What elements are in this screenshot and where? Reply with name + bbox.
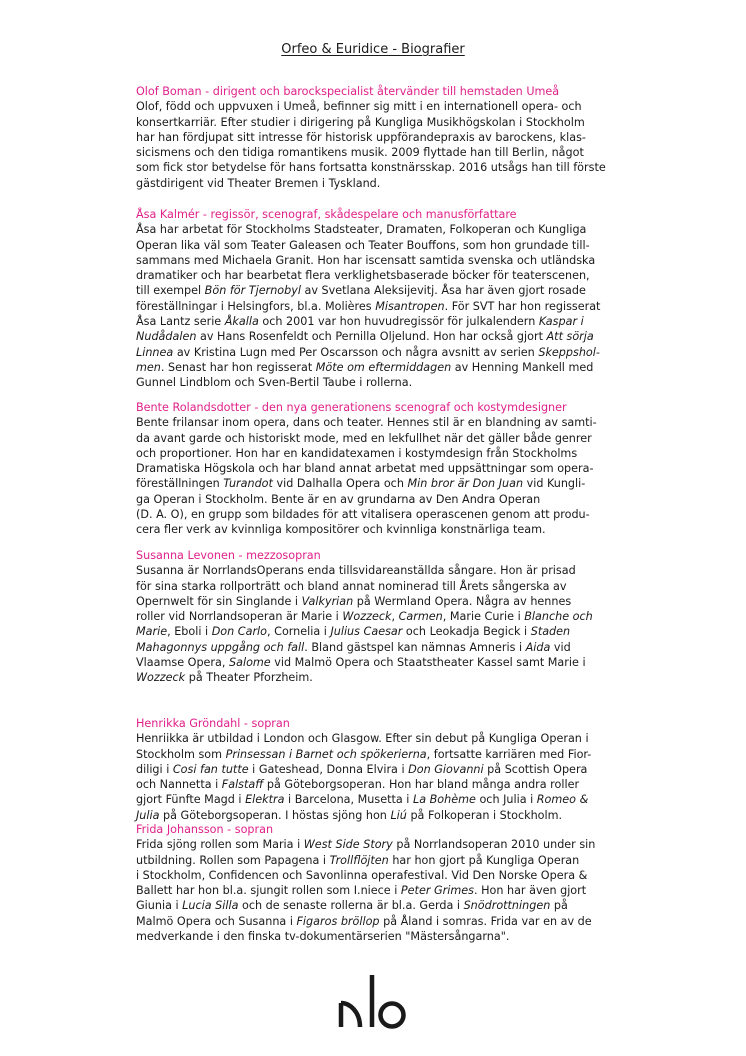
text-segment: och proportioner. Hon har en kandidatexamen i kostymdesign från Stockholms: [136, 446, 578, 460]
text-segment: som fick stor betydelse för hans fortsatta konstnärsskap. 2016 utsågs han till förste: [136, 161, 606, 175]
work-title: La Bohème: [412, 793, 476, 807]
biography-heading: Olof Boman - dirigent och barockspecialist återvänder till hemstaden Umeå: [136, 85, 560, 98]
biography-text-line: [136, 253, 636, 268]
biography-text-line: [136, 837, 636, 852]
work-title: Snödrottningen: [463, 899, 551, 913]
work-title: Elektra: [245, 793, 285, 807]
biography-text-line: [136, 579, 636, 594]
text-segment: i Stockholm, Confidencen och Savonlinna operafestival. Vid Den Norske Opera &: [136, 868, 588, 882]
work-title: Don Carlo: [211, 625, 268, 639]
text-segment: Stockholm som: [136, 747, 226, 761]
text-segment: Giunia i: [136, 899, 183, 913]
biography-text-line: [136, 476, 636, 491]
text-segment: föreställningar i Helsingfors, bl.a. Molières: [136, 299, 376, 313]
text-segment: på Norrlandsoperan 2010 under sin: [392, 838, 596, 852]
biography-text-line: [136, 670, 636, 685]
biography-text-line: [136, 415, 636, 430]
biography-heading: Frida Johansson - sopran: [136, 823, 274, 836]
biography-text-line: [136, 792, 636, 807]
biography-text-line: [136, 609, 636, 624]
text-segment: . För SVT har hon regisserat: [444, 299, 601, 313]
text-segment: vid: [550, 640, 571, 654]
text-segment: vid Kungli-: [523, 477, 586, 491]
biography-heading: Henrikka Gröndahl - sopran: [136, 717, 290, 730]
text-segment: cera fler verk av kvinnliga kompositörer och kvinnliga konstnärliga team.: [136, 523, 546, 537]
text-segment: av Kristina Lugn med Per Oscarsson och några avsnitt av serien: [173, 345, 539, 359]
work-title: Att sörja: [546, 330, 594, 344]
biography-text-line: [136, 492, 636, 507]
work-title: Figaros bröllop: [296, 914, 380, 928]
text-segment: da avant garde och historiskt mode, med en lekfullhet när det gäller både genrer: [136, 431, 592, 445]
text-segment: och Julia i: [475, 793, 537, 807]
biography-section: [136, 822, 636, 944]
text-segment: ga Operan i Stockholm. Bente är en av grundarna av Den Andra Operan: [136, 492, 541, 506]
biography-heading: Bente Rolandsdotter - den nya generationens scenograf och kostymdesigner: [136, 401, 567, 414]
biography-section: [136, 716, 636, 823]
text-segment: , Cornelia i: [267, 625, 331, 639]
biography-text-line: [136, 762, 636, 777]
text-segment: Opernwelt för sin Singlande i: [136, 594, 302, 608]
work-title: Prinsessan i Barnet och spökerierna: [225, 747, 427, 761]
biography-text-line: [136, 777, 636, 792]
text-segment: medverkande i den finska tv-dokumentärserien "Mästersångarna".: [136, 930, 510, 944]
biography-text-line: [136, 461, 636, 476]
text-segment: Olof, född och uppvuxen i Umeå, befinner sig mitt i en internationell opera- och: [136, 100, 582, 114]
biography-text-line: [136, 868, 636, 883]
work-title: Cosi fan tutte: [172, 762, 249, 776]
text-segment: (D. A. O), en grupp som bildades för att vitalisera operascenen genom att produ-: [136, 508, 590, 522]
biography-text-line: [136, 329, 636, 344]
biography-heading: Åsa Kalmér - regissör, scenograf, skådespelare och manusförfattare: [136, 208, 517, 221]
text-segment: Gunnel Lindblom och Sven-Bertil Taube i rollerna.: [136, 376, 413, 390]
norrlandsoperan-logo: [336, 972, 410, 1030]
work-title: Julius Caesar: [330, 625, 403, 639]
work-title: Blanche och: [524, 610, 593, 624]
biography-text-line: [136, 898, 636, 913]
text-segment: vid Dalhalla Opera och: [272, 477, 408, 491]
biography-text-line: [136, 731, 636, 746]
text-segment: Bente frilansar inom opera, dans och teater. Hennes stil är en blandning av samti-: [136, 416, 597, 430]
text-segment: roller vid Norrlandsoperan är Marie i: [136, 610, 343, 624]
text-segment: i Barcelona, Musetta i: [284, 793, 413, 807]
biography-text-line: [136, 345, 636, 360]
biography-text-line: [136, 375, 636, 390]
text-segment: på Wermland Opera. Några av hennes: [353, 594, 572, 608]
text-segment: av Henning Mankell med: [451, 360, 594, 374]
work-title: Peter Grimes: [400, 884, 474, 898]
work-title: Romeo &: [536, 793, 589, 807]
biography-section: [136, 400, 636, 538]
text-segment: Susanna är NorrlandsOperans enda tillsvidareanställda sångare. Hon är prisad: [136, 564, 576, 578]
biography-text-line: [136, 446, 636, 461]
biography-text-line: [136, 115, 636, 130]
work-title: Turandot: [223, 477, 273, 491]
biography-text-line: [136, 360, 636, 375]
biography-text-line: [136, 222, 636, 237]
text-segment: av Hans Rosenfeldt och Pernilla Oljelund. Hon har också gjort: [196, 330, 547, 344]
work-title: Åkalla: [224, 315, 259, 329]
biography-text-line: [136, 655, 636, 670]
work-title: Kaspar i: [538, 315, 584, 329]
text-segment: ,: [391, 610, 399, 624]
work-title: Misantropen: [375, 299, 445, 313]
biography-text-line: [136, 883, 636, 898]
text-segment: av Svetlana Aleksijevitj. Åsa har även gjort rosade: [300, 284, 586, 298]
text-segment: och 2001 var hon huvudregissör för julkalendern: [258, 315, 539, 329]
text-segment: på Göteborgsoperan. I höstas sjöng hon: [159, 808, 391, 822]
text-segment: för sina starka rollporträtt och bland annat nominerad till Årets sångerska av: [136, 579, 567, 593]
text-segment: och Leokadja Begick i: [402, 625, 531, 639]
work-title: Wozzeck: [342, 610, 392, 624]
work-title: Valkyrian: [301, 594, 354, 608]
biography-text-line: [136, 99, 636, 114]
text-segment: vid Malmö Opera och Staatstheater Kassel samt Marie i: [270, 656, 586, 670]
work-title: Bön för Tjernobyl: [204, 284, 301, 298]
work-title: Don Giovanni: [408, 762, 484, 776]
biography-section: [136, 84, 636, 191]
text-segment: sicismens och den tidiga romantikens musik. 2009 flyttade han till Berlin, något: [136, 146, 584, 160]
text-segment: på Scottish Opera: [483, 762, 588, 776]
work-title: Staden: [530, 625, 571, 639]
work-title: Min bror är Don Juan: [407, 477, 524, 491]
work-title: Marie: [136, 625, 168, 639]
biography-section: [136, 548, 636, 686]
biography-text-line: [136, 522, 636, 537]
work-title: Wozzeck: [136, 671, 186, 685]
biography-text-line: [136, 747, 636, 762]
text-segment: Frida sjöng rollen som Maria i: [136, 838, 304, 852]
text-segment: . Senast har hon regisserat: [160, 360, 316, 374]
biography-text-line: [136, 176, 636, 191]
biography-text-line: [136, 929, 636, 944]
biography-text-line: [136, 563, 636, 578]
biography-text-line: [136, 431, 636, 446]
biography-text-line: [136, 145, 636, 160]
biography-text-line: [136, 640, 636, 655]
text-segment: , Eboli i: [167, 625, 212, 639]
work-title: Möte om eftermiddagen: [315, 360, 452, 374]
text-segment: har hon gjort på Kungliga Operan: [388, 853, 580, 867]
work-title: Aida: [525, 640, 551, 654]
text-segment: , Marie Curie i: [442, 610, 525, 624]
biography-text-line: [136, 283, 636, 298]
text-segment: Ballett har hon bl.a. sjungit rollen som I.niece i: [136, 884, 401, 898]
text-segment: . Bland gästspel kan nämnas Amneris i: [304, 640, 526, 654]
biography-text-line: [136, 314, 636, 329]
work-title: West Side Story: [303, 838, 393, 852]
work-title: Liú: [390, 808, 407, 822]
text-segment: på: [550, 899, 568, 913]
work-title: Falstaff: [221, 778, 264, 792]
text-segment: dramatiker och har bearbetat flera verklighetsbaserade böcker för teaterscenen,: [136, 269, 590, 283]
text-segment: på Åland i somras. Frida var en av de: [379, 914, 592, 928]
biography-text-line: [136, 853, 636, 868]
work-title: men: [136, 360, 161, 374]
text-segment: Operan lika väl som Teater Galeasen och Teater Bouffons, som hon grundade till-: [136, 238, 590, 252]
biography-text-line: [136, 507, 636, 522]
biography-text-line: [136, 914, 636, 929]
work-title: Mahagonnys uppgång och fall: [136, 640, 305, 654]
text-segment: har han fördjupat sitt intresse för historisk uppförandepraxis av barockens, klas-: [136, 130, 586, 144]
text-segment: konsertkarriär. Efter studier i dirigering på Kungliga Musikhögskolan i Stockholm: [136, 115, 585, 129]
text-segment: gjort Fünfte Magd i: [136, 793, 246, 807]
biography-text-line: [136, 268, 636, 283]
work-title: Linnea: [136, 345, 174, 359]
work-title: Skeppshol-: [538, 345, 600, 359]
biography-heading: Susanna Levonen - mezzosopran: [136, 549, 321, 562]
biography-text-line: [136, 160, 636, 175]
text-segment: gästdirigent vid Theater Bremen i Tyskland.: [136, 176, 381, 190]
biography-text-line: [136, 238, 636, 253]
biography-text-line: [136, 299, 636, 314]
text-segment: Malmö Opera och Susanna i: [136, 914, 297, 928]
text-segment: till exempel: [136, 284, 205, 298]
biography-section: [136, 207, 636, 391]
text-segment: på Theater Pforzheim.: [185, 671, 313, 685]
biography-text-line: [136, 594, 636, 609]
text-segment: , fortsatte karriären med Fior-: [426, 747, 592, 761]
work-title: Carmen: [398, 610, 443, 624]
work-title: Lucia Silla: [182, 899, 239, 913]
text-segment: Åsa har arbetat för Stockholms Stadsteater, Dramaten, Folkoperan och Kungliga: [136, 223, 587, 237]
work-title: Salome: [229, 656, 271, 670]
text-segment: diligi i: [136, 762, 173, 776]
text-segment: utbildning. Rollen som Papagena i: [136, 853, 330, 867]
text-segment: Henriikka är utbildad i London och Glasgow. Efter sin debut på Kungliga Operan i: [136, 732, 589, 746]
text-segment: på Folkoperan i Stockholm.: [406, 808, 563, 822]
text-segment: och Nannetta i: [136, 778, 222, 792]
text-segment: på Göteborgsoperan. Hon har bland många andra roller: [263, 778, 580, 792]
biography-text-line: [136, 624, 636, 639]
text-segment: och de senaste rollerna är bl.a. Gerda i: [238, 899, 464, 913]
page-title: Orfeo & Euridice - Biografier: [281, 42, 465, 57]
text-segment: Åsa Lantz serie: [136, 315, 225, 329]
text-segment: föreställningen: [136, 477, 224, 491]
work-title: Trollflöjten: [329, 853, 389, 867]
text-segment: Dramatiska Högskola och har bland annat arbetat med uppsättningar som opera-: [136, 462, 594, 476]
text-segment: . Hon har även gjort: [473, 884, 587, 898]
text-segment: sammans med Michaela Granit. Hon har iscensatt samtida svenska och utländska: [136, 253, 596, 267]
biography-text-line: [136, 808, 636, 823]
text-segment: Vlaamse Opera,: [136, 656, 229, 670]
work-title: Julia: [136, 808, 160, 822]
biography-text-line: [136, 130, 636, 145]
text-segment: i Gateshead, Donna Elvira i: [248, 762, 409, 776]
work-title: Nudådalen: [136, 330, 197, 344]
